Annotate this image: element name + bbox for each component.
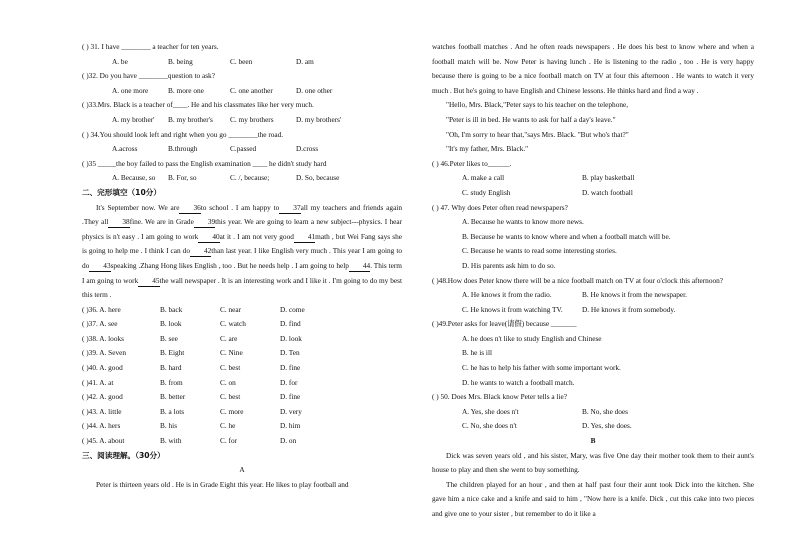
cloze-blank: 39 bbox=[194, 217, 215, 228]
passage-a-continued bbox=[432, 40, 754, 157]
answer-option: D. my brothers' bbox=[296, 114, 342, 124]
cloze-option: C. for bbox=[220, 436, 238, 446]
passage-b bbox=[432, 449, 754, 522]
passage-paragraph: Dick was seven years old , and his sister, Mary, was five One day their mother took them to their aunt's house to play and then she went to buy something. bbox=[432, 450, 754, 475]
answer-option: D. Yes, she does. bbox=[582, 421, 632, 431]
answer-option: A. he does n't like to study English and Chinese bbox=[462, 333, 602, 343]
passage-paragraph: "It's my father, Mrs. Black." bbox=[446, 144, 529, 154]
cloze-option: D. come bbox=[280, 304, 305, 314]
answer-option: C. He knows it from watching TV. bbox=[462, 304, 563, 314]
cloze-blank: 41 bbox=[294, 232, 315, 243]
answer-options bbox=[432, 230, 754, 245]
cloze-option: B. better bbox=[160, 392, 186, 402]
answer-options bbox=[82, 113, 402, 128]
answer-option: A. be bbox=[112, 56, 128, 66]
cloze-blank: 43 bbox=[89, 261, 110, 272]
answer-option: C. study English bbox=[462, 187, 511, 197]
passage-a-start: Peter is thirteen years old . He is in Grade Eight this year. He likes to play football and bbox=[96, 479, 349, 489]
cloze-option-row bbox=[82, 376, 402, 391]
cloze-blank: 45 bbox=[138, 276, 159, 287]
answer-option: C. No, she does n't bbox=[462, 421, 517, 431]
answer-options bbox=[82, 84, 402, 99]
passage-b-label: B bbox=[590, 436, 596, 446]
cloze-option-row bbox=[82, 434, 402, 449]
cloze-passage bbox=[82, 201, 402, 303]
cloze-option: B. hard bbox=[160, 363, 182, 373]
question-stem: ( )49.Peter asks for leave(请假) because _______ bbox=[432, 319, 577, 329]
cloze-option: ( )36. A. here bbox=[82, 304, 121, 314]
answer-option: B. play basketball bbox=[582, 173, 635, 183]
cloze-option: C. best bbox=[220, 363, 241, 373]
cloze-option: B. with bbox=[160, 436, 182, 446]
cloze-text-segment: fine. We are in Grade bbox=[129, 217, 194, 227]
cloze-blank: 40 bbox=[198, 232, 219, 243]
answer-options bbox=[82, 55, 402, 70]
answer-options bbox=[432, 303, 754, 318]
reading-heading: 三、阅读理解。（30分） bbox=[82, 450, 165, 460]
cloze-options bbox=[82, 303, 402, 449]
cloze-option: D. fine bbox=[280, 363, 301, 373]
answer-option: C. Because he wants to read some interesting stories. bbox=[462, 246, 617, 256]
cloze-option: D. on bbox=[280, 436, 297, 446]
cloze-text-segment: this year. We are going to learn a new subject---physics. I hear physics is n't easy . I am going to work bbox=[82, 217, 403, 241]
cloze-option: ( )44. A. hers bbox=[82, 421, 121, 431]
answer-options bbox=[432, 376, 754, 391]
cloze-option-row bbox=[82, 405, 402, 420]
answer-option: D. one other bbox=[296, 85, 333, 95]
cloze-option: D. look bbox=[280, 333, 302, 343]
answer-option: D. So, because bbox=[296, 173, 340, 183]
answer-options bbox=[432, 259, 754, 274]
cloze-option: B. see bbox=[160, 333, 178, 343]
cloze-blank: 42 bbox=[190, 246, 211, 257]
cloze-option-row bbox=[82, 361, 402, 376]
answer-option: C. /, because; bbox=[230, 173, 270, 183]
answer-option: D. He knows it from somebody. bbox=[582, 304, 676, 314]
answer-option: B. being bbox=[168, 56, 193, 66]
cloze-option: C. watch bbox=[220, 319, 246, 329]
answer-option: B. For, so bbox=[168, 173, 197, 183]
cloze-option: ( )43. A. little bbox=[82, 406, 122, 416]
cloze-text-segment: . This term I am going to work bbox=[82, 260, 402, 285]
cloze-blank: 37 bbox=[279, 203, 300, 214]
cloze-option: ( )42. A. good bbox=[82, 392, 123, 402]
answer-options bbox=[432, 332, 754, 347]
answer-option: A. make a call bbox=[462, 173, 505, 183]
answer-options bbox=[432, 215, 754, 230]
cloze-option: ( )37. A. see bbox=[82, 319, 118, 329]
cloze-option: D. find bbox=[280, 319, 301, 329]
cloze-option: B. look bbox=[160, 319, 182, 329]
cloze-option: ( )40. A. good bbox=[82, 363, 123, 373]
cloze-option: ( )41. A. at bbox=[82, 377, 114, 387]
answer-options bbox=[432, 186, 754, 201]
passage-paragraph: "Hello, Mrs. Black,"Peter says to his teacher on the telephone, bbox=[446, 100, 629, 110]
answer-option: A. Yes, she does n't bbox=[462, 406, 519, 416]
answer-option: A. Because he wants to know more news. bbox=[462, 217, 584, 227]
cloze-option: C. are bbox=[220, 333, 238, 343]
right-column bbox=[432, 40, 754, 522]
left-column bbox=[82, 40, 402, 492]
cloze-option: C. on bbox=[220, 377, 236, 387]
passage-paragraph: "Oh, I'm sorry to hear that,"says Mrs. Black. "But who's that?" bbox=[446, 129, 629, 139]
cloze-option-row bbox=[82, 317, 402, 332]
question-stem: ( ) 50. Does Mrs. Black know Peter tells a lie? bbox=[432, 392, 567, 402]
cloze-option-row bbox=[82, 390, 402, 405]
answer-option: B. he is ill bbox=[462, 348, 492, 358]
cloze-option: B. back bbox=[160, 304, 183, 314]
cloze-option-row bbox=[82, 419, 402, 434]
passage-paragraph: "Peter is ill in bed. He wants to ask for half a day's leave." bbox=[446, 114, 616, 124]
cloze-text-segment: to school . I am happy to bbox=[200, 202, 280, 212]
reading-questions bbox=[432, 157, 754, 434]
answer-options bbox=[432, 171, 754, 186]
answer-option: A. one more bbox=[112, 85, 149, 95]
answer-option: C. my brothers bbox=[230, 114, 274, 124]
answer-option: C. been bbox=[230, 56, 253, 66]
cloze-option: C. best bbox=[220, 392, 241, 402]
cloze-option: D. very bbox=[280, 406, 302, 416]
answer-options bbox=[432, 288, 754, 303]
answer-options bbox=[82, 171, 402, 186]
answer-option: D. am bbox=[296, 56, 314, 66]
answer-options bbox=[432, 361, 754, 376]
question-stem: ( )48.How does Peter know there will be a nice football match on TV at four o'clock this afternoon? bbox=[432, 275, 724, 285]
answer-option: B. He knows it from the newspaper. bbox=[582, 290, 687, 300]
passage-paragraph: The children played for an hour , and then at half past four their aunt took Dick into the kitchen. She gave him a nice cake and a knife and said to him , "Now here is a knife. Dick , cut this cake into two pieces and give one to your sister , but remember to do it like a bbox=[432, 479, 754, 518]
answer-option: D. His parents ask him to do so. bbox=[462, 260, 556, 270]
answer-option: B. my brother's bbox=[168, 114, 213, 124]
cloze-option: B. a lots bbox=[160, 406, 185, 416]
question-stem: ( ) 31. I have ________ a teacher for ten years. bbox=[82, 42, 219, 51]
cloze-text-segment: speaking .Zhang Hong likes English , too . But he needs help . I am going to help bbox=[110, 260, 349, 270]
cloze-blank: 38 bbox=[108, 217, 129, 228]
cloze-option-row bbox=[82, 332, 402, 347]
cloze-blank: 36 bbox=[179, 203, 200, 214]
cloze-option: ( )38. A. looks bbox=[82, 333, 124, 343]
question-stem: ( ) 46.Peter likes to______. bbox=[432, 158, 512, 168]
cloze-heading: 二、完形填空（10分） bbox=[82, 187, 161, 197]
answer-option: B. No, she does bbox=[582, 406, 629, 416]
multiple-choice-section bbox=[82, 40, 402, 186]
cloze-option: C. Nine bbox=[220, 348, 243, 358]
cloze-option: ( )45. A. about bbox=[82, 436, 125, 446]
passage-paragraph: watches football matches . And he often reads newspapers . He does his best to know where and when a football match will be. Now Peter is having lunch . He is listening to the radio , too . He is very happy because there is going to be a nice football match on TV at four this afternoon . He wants to watch it very much . But he's going to have English and Chinese lessons. He thinks hard and find a way . bbox=[432, 42, 754, 95]
cloze-option-row bbox=[82, 346, 402, 361]
question-stem: ( )33.Mrs. Black is a teacher of____. He and his classmates like her very much. bbox=[82, 100, 314, 110]
answer-option: A. He knows it from the radio. bbox=[462, 290, 552, 300]
question-stem: ( )32. Do you have ________question to ask? bbox=[82, 71, 215, 81]
answer-options bbox=[432, 346, 754, 361]
answer-option: C. he has to help his father with some important work. bbox=[462, 363, 621, 373]
answer-option: D.cross bbox=[296, 144, 319, 154]
cloze-text-segment: at it . I am not very good bbox=[219, 231, 294, 241]
cloze-text-segment: math , but Wei Fang says she is going to help me . I think I can do bbox=[82, 231, 402, 256]
answer-option: A. Because, so bbox=[112, 173, 156, 183]
answer-option: A. my brother' bbox=[112, 114, 155, 124]
cloze-text-segment: than last year. I like English very much . This year I am going to do bbox=[82, 246, 402, 270]
cloze-option: B. from bbox=[160, 377, 183, 387]
cloze-option: D. Ten bbox=[280, 348, 300, 358]
answer-option: C.passed bbox=[230, 144, 257, 154]
answer-option: D. watch football bbox=[582, 187, 633, 197]
cloze-option: B. his bbox=[160, 421, 178, 431]
answer-options bbox=[432, 419, 754, 434]
cloze-text-segment: all my teachers and friends again .They all bbox=[82, 202, 402, 227]
cloze-option: B. Eight bbox=[160, 348, 185, 358]
answer-option: C. one another bbox=[230, 85, 273, 95]
passage-a-label: A bbox=[239, 465, 245, 475]
cloze-option: D. him bbox=[280, 421, 301, 431]
cloze-option: C. more bbox=[220, 406, 244, 416]
question-stem: ( ) 34.You should look left and right when you go ________the road. bbox=[82, 129, 284, 139]
answer-option: B. Because he wants to know where and when a football match will be. bbox=[462, 231, 671, 241]
answer-options bbox=[432, 405, 754, 420]
answer-options bbox=[82, 142, 402, 157]
cloze-text-segment: It's September now. We are bbox=[96, 202, 180, 212]
cloze-option: ( )39. A. Seven bbox=[82, 348, 126, 358]
cloze-option-row bbox=[82, 303, 402, 318]
answer-option: B.through bbox=[168, 144, 198, 154]
cloze-text-segment: the wall newspaper . It is an interesting work and I like it . I'm going to do my best this term . bbox=[82, 275, 402, 300]
cloze-option: D. for bbox=[280, 377, 298, 387]
answer-option: A.across bbox=[112, 144, 138, 154]
answer-option: D. he wants to watch a football match. bbox=[462, 377, 575, 387]
question-stem: ( ) 47. Why does Peter often read newspapers? bbox=[432, 202, 568, 212]
cloze-option: C. he bbox=[220, 421, 236, 431]
cloze-option: D. fine bbox=[280, 392, 301, 402]
answer-options bbox=[432, 244, 754, 259]
cloze-blank: 44 bbox=[349, 261, 370, 272]
cloze-option: C. near bbox=[220, 304, 242, 314]
question-stem: ( )35 _____the boy failed to pass the English examination ____ he didn't study hard bbox=[82, 158, 327, 168]
answer-option: B. more one bbox=[168, 85, 204, 95]
